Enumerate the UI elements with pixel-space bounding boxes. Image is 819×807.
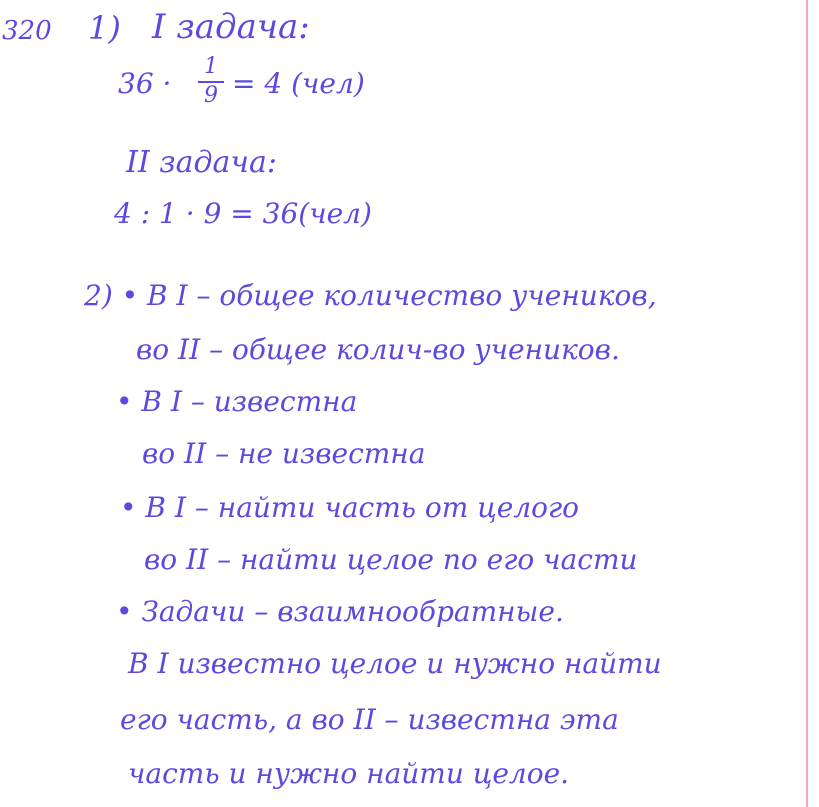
answer-line-6: во II – найти целое по его части <box>144 543 638 576</box>
answer-line-3: • В I – известна <box>116 385 358 418</box>
task-one-heading: I задача: <box>152 7 310 47</box>
fraction-numerator: 1 <box>204 54 218 79</box>
answer-line-10: часть и нужно найти целое. <box>128 757 570 790</box>
answer-line-2: во II – общее колич-во учеников. <box>136 333 620 366</box>
answer-line-5: • В I – найти часть от целого <box>120 491 580 524</box>
answer-line-1: 2) • В I – общее количество учеников, <box>84 279 657 312</box>
task-two-heading: II задача: <box>126 145 278 180</box>
fraction-denominator: 9 <box>204 83 218 108</box>
task-number: 320 <box>2 16 52 46</box>
answer-line-9: его часть, а во II – известна эта <box>120 703 619 736</box>
part-one-marker: 1) <box>88 9 121 47</box>
margin-line <box>806 0 808 807</box>
fraction-one-ninth <box>198 56 224 107</box>
answer-line-4: во II – не известна <box>142 437 426 470</box>
answer-line-7: • Задачи – взаимнообратные. <box>116 595 564 628</box>
task-one-expression-right: = 4 (чел) <box>232 67 365 100</box>
answer-line-8: В I известно целое и нужно найти <box>128 647 662 680</box>
task-two-expression: 4 : 1 · 9 = 36(чел) <box>114 197 372 230</box>
task-one-expression-left: 36 · <box>118 67 172 100</box>
